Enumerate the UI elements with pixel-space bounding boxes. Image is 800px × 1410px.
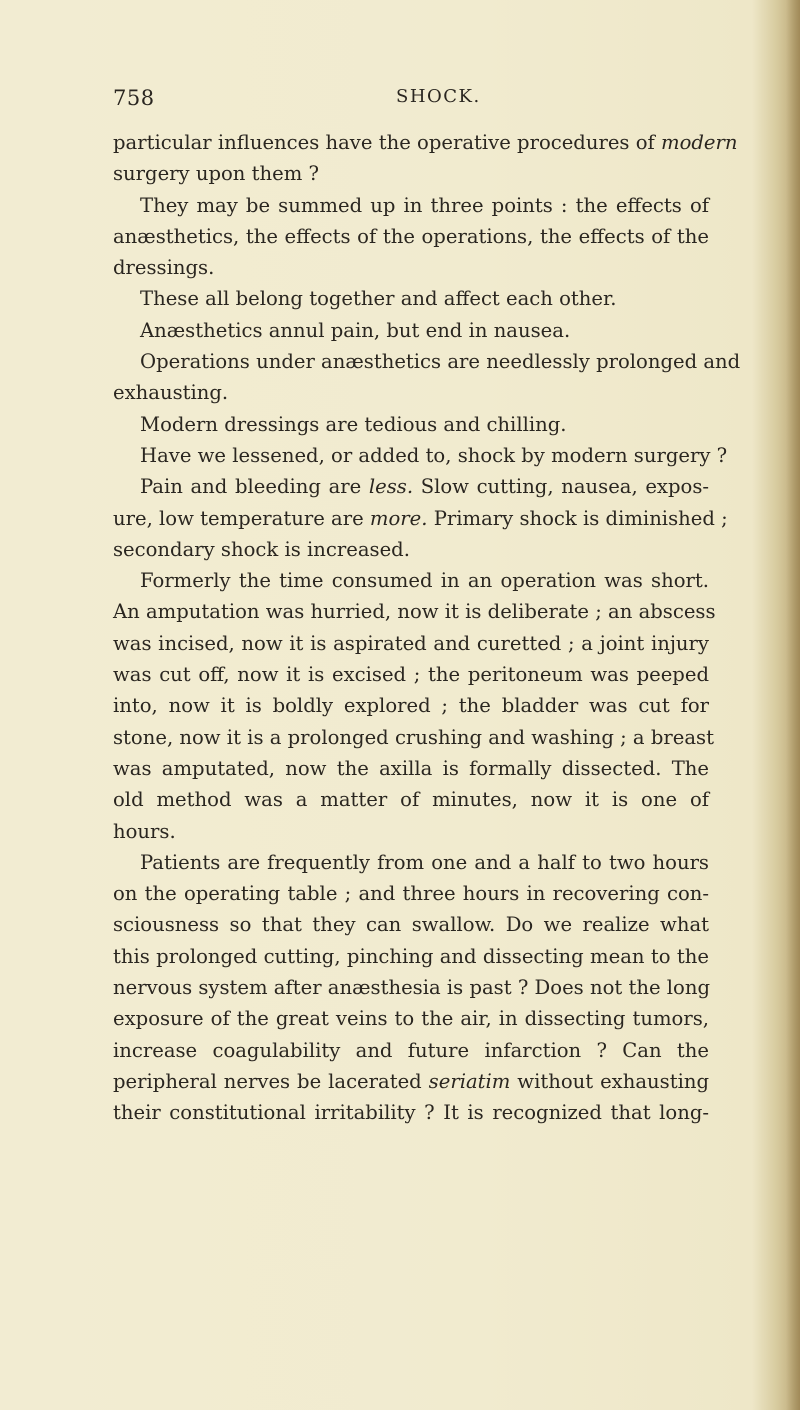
text-line: surgery upon them ?	[113, 162, 320, 186]
text-line: their constitutional irritability ? It is recognized that long-	[113, 1101, 709, 1125]
text-line: this prolonged cutting, pinching and dissecting mean to the	[113, 944, 709, 968]
text-line: nervous system after anæsthesia is past ? Does not the long	[113, 976, 711, 1000]
italic-word: modern	[661, 131, 738, 154]
text-line: was cut off, now it is excised ; the peritoneum was peeped	[113, 663, 709, 687]
text-line: ure, low temperature are more. Primary shock is diminished ;	[113, 506, 728, 530]
text-line: was amputated, now the axilla is formally dissected. The	[113, 756, 709, 780]
text-line: sciousness so that they can swallow. Do we realize what	[113, 913, 709, 937]
text-line: Pain and bleeding are less. Slow cutting, nausea, expos-	[140, 475, 709, 499]
page-number: 758	[113, 86, 155, 110]
text-line: peripheral nerves be lacerated seriatim without exhausting	[113, 1069, 710, 1093]
text-line: An amputation was hurried, now it is deliberate ; an abscess	[113, 600, 716, 624]
italic-word: seriatim	[428, 1069, 511, 1093]
text-line: old method was a matter of minutes, now it is one of	[113, 788, 709, 812]
running-head	[113, 86, 713, 116]
text-line: on the operating table ; and three hours in recovering con-	[113, 882, 709, 906]
page-edge-shadow	[786, 0, 800, 1410]
text-line: exhausting.	[113, 381, 229, 405]
text-line: increase coagulability and future infarction ? Can the	[113, 1038, 709, 1062]
text-line: anæsthetics, the effects of the operations, the effects of the	[113, 224, 709, 248]
text-line: particular influences have the operative procedures of modern	[113, 131, 738, 154]
text-line: was incised, now it is aspirated and curetted ; a joint injury	[113, 631, 709, 655]
text-line: hours.	[113, 819, 176, 843]
section-title: SHOCK.	[396, 86, 481, 107]
text-line: Operations under anæsthetics are needlessly prolonged and	[140, 350, 741, 374]
text-line: Formerly the time consumed in an operation was short.	[140, 569, 709, 593]
text-line: into, now it is boldly explored ; the bladder was cut for	[113, 694, 709, 718]
italic-word: less.	[368, 475, 414, 499]
text-line: Modern dressings are tedious and chilling.	[140, 412, 567, 436]
text-line: Patients are frequently from one and a half to two hours	[140, 850, 709, 874]
text-line: Anæsthetics annul pain, but end in nausea.	[140, 318, 571, 342]
text-line: exposure of the great veins to the air, in dissecting tumors,	[113, 1007, 709, 1031]
text-line: dressings.	[113, 256, 215, 280]
italic-word: more.	[369, 506, 428, 530]
body-text	[113, 127, 741, 1129]
text-line: stone, now it is a prolonged crushing and washing ; a breast	[113, 725, 714, 749]
text-line: They may be summed up in three points : the effects of	[140, 193, 709, 217]
text-line: These all belong together and affect each other.	[140, 287, 617, 311]
text-line: secondary shock is increased.	[113, 537, 410, 561]
text-line: Have we lessened, or added to, shock by modern surgery ?	[140, 443, 728, 467]
